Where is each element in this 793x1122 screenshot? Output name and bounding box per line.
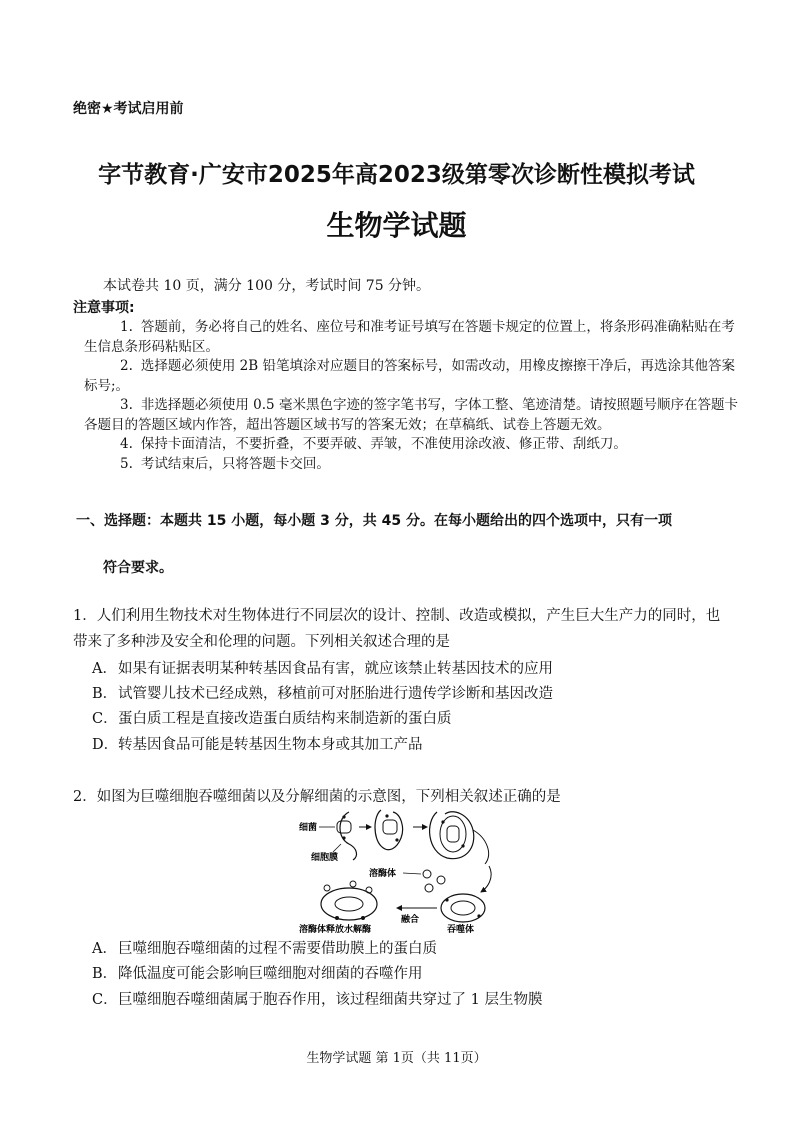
exam-title: 字节教育·广安市2025年高2023级第零次诊断性模拟考试 xyxy=(98,162,695,188)
lysosome-2 xyxy=(437,876,445,884)
notice-number: 5. xyxy=(120,455,133,472)
notice-number: 3. xyxy=(120,397,133,413)
subject-title: 生物学试题 xyxy=(326,209,467,242)
phagosome-outer xyxy=(441,894,485,922)
enzyme-dot xyxy=(445,898,448,901)
label-phagosome: 吞噬体 xyxy=(447,925,475,933)
option-text: 试管婴儿技术已经成熟，移植前可对胚胎进行遗传学诊断和基因改造 xyxy=(118,686,553,702)
phagocytosis-diagram xyxy=(297,808,509,933)
notice-text: 保持卡面清洁，不要折叠，不要弄破、弄皱，不准使用涂改液、修正带、刮纸刀。 xyxy=(140,436,627,452)
lysosome-pointer xyxy=(403,873,421,874)
notice-number: 1. xyxy=(120,319,133,335)
confidential-mark: 绝密★考试启用前 xyxy=(73,101,184,117)
option-label: C． xyxy=(92,992,118,1008)
option-text: 蛋白质工程是直接改造蛋白质结构来制造新的蛋白质 xyxy=(118,711,452,727)
option-label: C． xyxy=(92,711,118,727)
phagocytosis-svg xyxy=(297,808,509,933)
digestion-vesicle-inner xyxy=(335,897,363,911)
engulfing-membrane xyxy=(375,810,403,850)
question-1-stem: 1．人们利用生物技术对生物体进行不同层次的设计、控制、改造或模拟，产生巨大生产力的同时，也带来了多种涉及安全和伦理的问题。下列相关叙述合理的是 xyxy=(73,608,721,650)
option-text: 巨噬细胞吞噬细菌属于胞吞作用，该过程细菌共穿过了 1 层生物膜 xyxy=(118,992,543,1008)
notice-item xyxy=(84,435,739,455)
notice-list xyxy=(84,318,739,474)
receptor-dot xyxy=(461,844,464,847)
enzyme-dot xyxy=(361,916,365,920)
cell-membrane-curve xyxy=(340,812,356,860)
question-2-stem: 2．如图为巨噬细胞吞噬细菌以及分解细菌的示意图，下列相关叙述正确的是 xyxy=(73,789,561,805)
bacterium-1 xyxy=(337,821,351,833)
notice-heading: 注意事项: xyxy=(73,300,135,316)
receptor-dot xyxy=(342,836,345,839)
enzyme-blob xyxy=(350,881,356,887)
question-2-option-c xyxy=(92,988,542,1009)
receptor-dot xyxy=(395,838,398,841)
notice-item xyxy=(84,318,739,357)
option-label: B． xyxy=(92,966,118,982)
label-enzyme-release: 溶酶体释放水解酶 xyxy=(299,925,372,933)
receptor-dot xyxy=(385,814,388,817)
label-fusion: 融合 xyxy=(401,915,420,925)
page-footer: 生物学试题 第 1页（共 11页） xyxy=(306,1051,487,1066)
question-2-option-a xyxy=(92,937,437,958)
notice-item xyxy=(84,396,739,435)
notice-text: 非选择题必须使用 0.5 毫米黑色字迹的签字笔书写，字体工整、笔迹清楚。请按照题号顺序在答题卡各题目的答题区域内作答，超出答题区域书写的答案无效；在草稿纸、试卷上答题无效。 xyxy=(84,397,738,433)
label-lysosome: 溶酶体 xyxy=(369,869,397,879)
section-heading: 一、选择题：本题共 15 小题，每小题 3 分，共 45 分。在每小题给出的四个选项中，只有一项 xyxy=(76,513,672,529)
cell-extension xyxy=(473,830,489,864)
lysosome-1 xyxy=(423,870,431,878)
option-label: B． xyxy=(92,686,118,702)
notice-text: 考试结束后，只将答题卡交回。 xyxy=(140,455,330,472)
option-label: A． xyxy=(92,941,117,957)
notice-item xyxy=(84,357,739,396)
notice-text: 选择题必须使用 2B 铅笔填涂对应题目的答案标号，如需改动，用橡皮擦擦干净后，再选涂其他答案标号;。 xyxy=(84,358,735,394)
option-text: 转基因食品可能是转基因生物本身或其加工产品 xyxy=(118,737,423,753)
lysosome-3 xyxy=(425,884,433,892)
enzyme-blob xyxy=(324,885,330,891)
option-text: 降低温度可能会影响巨噬细胞对细菌的吞噬作用 xyxy=(118,966,423,982)
option-text: 如果有证据表明某种转基因食品有害，就应该禁止转基因技术的应用 xyxy=(118,661,553,677)
receptor-dot xyxy=(342,815,345,818)
question-1-option-d xyxy=(92,733,423,754)
bacterium-3 xyxy=(447,826,459,842)
label-bacteria: 细菌 xyxy=(299,823,318,833)
enzyme-blob xyxy=(366,887,372,893)
membrane-pointer xyxy=(333,844,341,852)
enzyme-dot xyxy=(477,914,480,917)
notice-number: 2. xyxy=(120,358,133,374)
notice-text: 答题前，务必将自己的姓名、座位号和准考证号填写在答题卡规定的位置上，将条形码准确粘贴在考生信息条形码粘贴区。 xyxy=(84,319,735,355)
label-membrane: 细胞膜 xyxy=(311,853,339,863)
question-1-option-a xyxy=(92,657,553,678)
option-label: D． xyxy=(92,737,119,753)
question-2-option-b xyxy=(92,962,423,983)
arrow-stage-3 xyxy=(481,866,491,892)
question-1-option-b xyxy=(92,682,553,703)
exam-intro: 本试卷共 10 页，满分 100 分，考试时间 75 分钟。 xyxy=(103,278,431,294)
receptor-dot xyxy=(441,820,444,823)
phagosome-inner xyxy=(451,901,475,915)
section-subheading: 符合要求。 xyxy=(103,560,173,576)
notice-item xyxy=(84,455,739,475)
option-text: 巨噬细胞吞噬细菌的过程不需要借助膜上的蛋白质 xyxy=(118,941,437,957)
bacterium-2 xyxy=(383,820,397,834)
option-label: A． xyxy=(92,661,117,677)
enzyme-dot xyxy=(335,916,339,920)
notice-number: 4. xyxy=(120,436,133,452)
question-1-option-c xyxy=(92,707,452,728)
